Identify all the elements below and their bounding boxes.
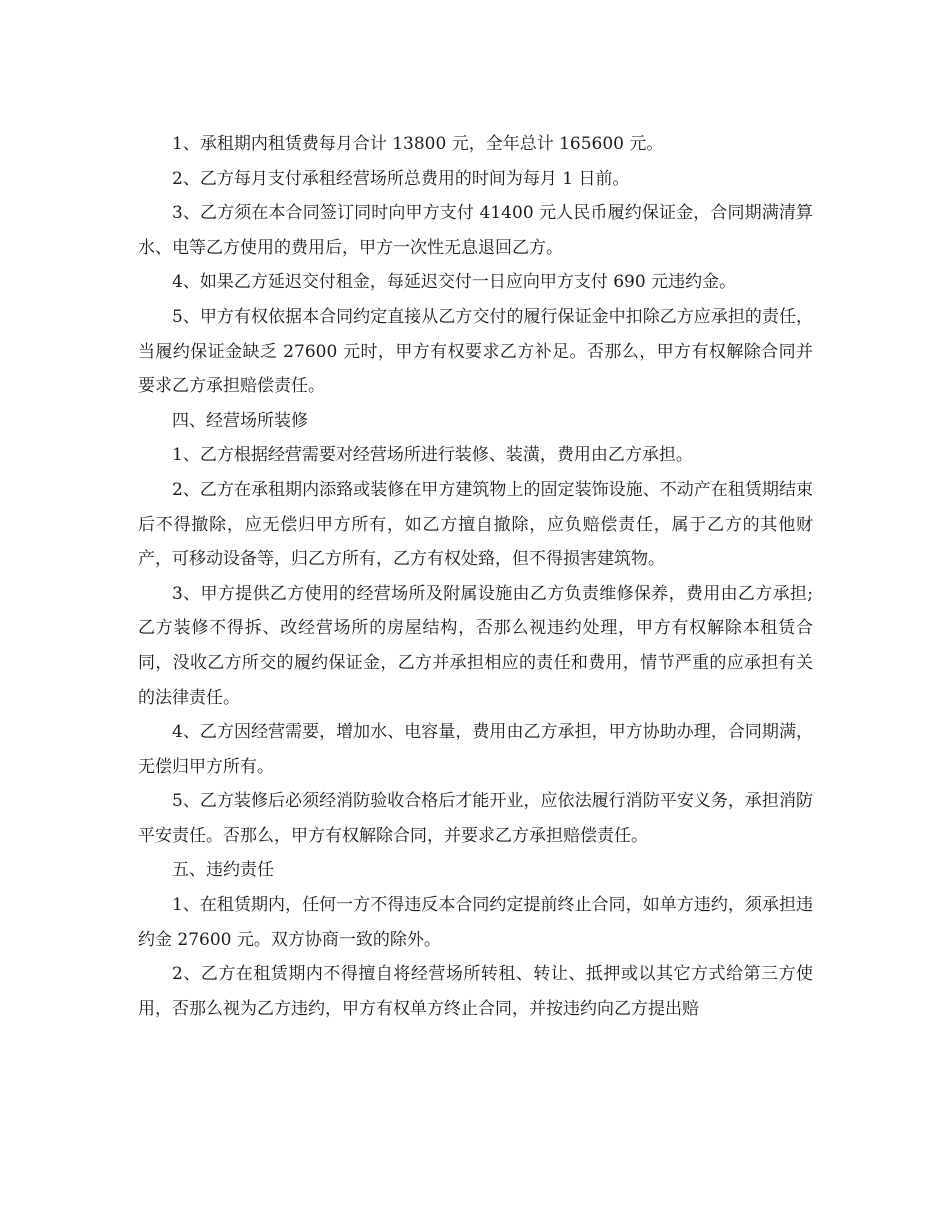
- rent-monthly-paragraph: 1、承租期内租赁费每月合计 13800 元，全年总计 165600 元。: [172, 134, 664, 154]
- late-fee-paragraph: 4、如果乙方延迟交付租金，每延迟交付一日应向甲方支付 690 元违约金。: [172, 272, 737, 293]
- maintenance-paragraph: 3、甲方提供乙方使用的经营场所及附属设施由乙方负责维修保养，费用由乙方承担;乙方装修不得拆、改经营场所的房屋结构，否那么视违约处理，甲方有权解除本租赁合同，没收乙方所交的履约保证金，乙方并承担相应的责任和费用，情节严重的应承担有关的法律责任。: [138, 583, 813, 708]
- deposit-paragraph: 3、乙方须在本合同签订同时向甲方支付 41400 元人民币履约保证金，合同期满清算水、电等乙方使用的费用后，甲方一次性无息退回乙方。: [138, 203, 813, 258]
- fixtures-paragraph: 2、乙方在承租期内添臵或装修在甲方建筑物上的固定装饰设施、不动产在租赁期结束后不得撤除，应无偿归甲方所有，如乙方擅自撤除，应负赔偿责任，属于乙方的其他财产，可移动设备等，归乙方所有，乙方有权处臵，但不得损害建筑物。: [138, 479, 813, 570]
- document-body: [138, 127, 813, 1026]
- fire-safety-paragraph: 5、乙方装修后必须经消防验收合格后才能开业，应依法履行消防平安义务，承担消防平安责任。否那么，甲方有权解除合同，并要求乙方承担赔偿责任。: [138, 791, 813, 846]
- renovation-cost-paragraph: 1、乙方根据经营需要对经营场所进行装修、装潢，费用由乙方承担。: [172, 445, 693, 466]
- section-heading-breach: 五、违约责任: [172, 860, 274, 881]
- sublease-paragraph: 2、乙方在租赁期内不得擅自将经营场所转租、转让、抵押或以其它方式给第三方使用，否那么视为乙方违约，甲方有权单方终止合同，并按违约向乙方提出赔: [138, 964, 813, 1019]
- deposit-deduction-paragraph: 5、甲方有权依据本合同约定直接从乙方交付的履行保证金中扣除乙方应承担的责任，当履约保证金缺乏 27600 元时，甲方有权要求乙方补足。否那么，甲方有权解除合同并要求乙方承担赔偿责任。: [138, 306, 813, 397]
- payment-date-paragraph: 2、乙方每月支付承租经营场所总费用的时间为每月 1 日前。: [172, 168, 630, 189]
- section-heading-renovation: 四、经营场所装修: [172, 410, 308, 431]
- early-termination-paragraph: 1、在租赁期内，任何一方不得违反本合同约定提前终止合同，如单方违约，须承担违约金 27600 元。双方协商一致的除外。: [138, 895, 813, 950]
- utility-capacity-paragraph: 4、乙方因经营需要，增加水、电容量，费用由乙方承担，甲方协助办理，合同期满，无偿归甲方所有。: [138, 722, 813, 777]
